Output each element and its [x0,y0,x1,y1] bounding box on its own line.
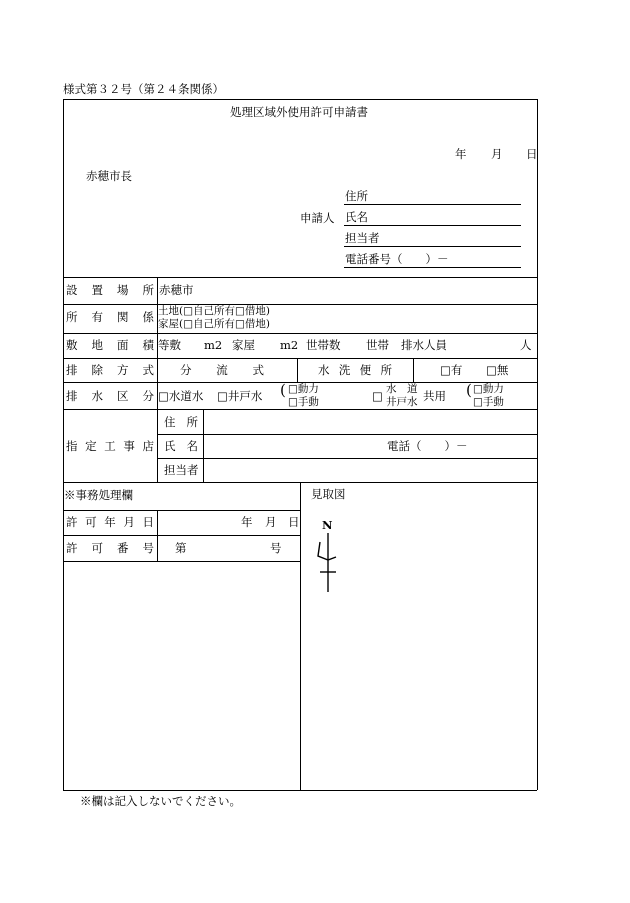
col-line [413,358,414,382]
contractor-phone-label: 電話（ ）－ [387,439,468,453]
contractor-label: 指 定 工 事 店 [66,439,154,453]
col-line [157,510,158,561]
site-area-text1: 等敷 [158,338,181,352]
brace-open-icon: ( [466,381,472,399]
location-label: 設 置 場 所 [66,283,154,297]
water-supply-shared-label: 水 道 [386,383,418,395]
applicant-name-label: 氏名 [345,210,368,224]
ownership-land[interactable]: 土地(□自己所有□借地) [158,305,271,317]
applicant-name-field[interactable] [344,225,521,226]
brace-open-icon: ( [280,381,286,399]
applicant-address-field[interactable] [344,204,521,205]
ownership-house[interactable]: 家屋(□自己所有□借地) [158,318,271,330]
document-title: 処理区域外使用許可申請書 [230,105,368,119]
shared-checkbox[interactable]: □ [372,389,383,403]
row-line [158,458,537,459]
row-line [63,561,300,562]
office-header: ※事務処理欄 [64,488,133,502]
applicant-address-label: 住所 [345,189,368,203]
footnote: ※欄は記入しないでください。 [80,794,241,808]
applicant-phone-field[interactable] [344,267,521,268]
addressee: 赤穂市長 [86,169,132,183]
permit-date-label: 許 可 年 月 日 [66,515,154,529]
well-water-shared-label: 井戸水 [386,396,418,408]
households-label: 世帯数 [306,338,341,352]
site-area-unit2: m2 [280,338,299,352]
frame-left [63,99,64,790]
row-line [63,409,537,410]
permit-date-month: 月 [265,515,277,529]
site-area-label: 敷 地 面 積 [66,338,154,352]
permit-date-year: 年 [241,515,253,529]
date-year[interactable]: 年 [455,147,467,161]
drainage-class-label: 排 水 区 分 [66,389,154,403]
row-line [63,510,300,511]
map-label: 見取図 [311,487,346,501]
drain-people-unit: 人 [520,338,532,352]
contractor-address-label: 住 所 [164,415,198,429]
north-label: N [322,518,333,532]
well-water-checkbox[interactable]: □井戸水 [217,389,263,403]
power-checkbox-1[interactable]: □動力 [288,383,319,395]
shared-label: 共用 [423,389,446,403]
manual-checkbox-1[interactable]: □手動 [288,396,319,408]
col-line [297,358,298,382]
row-line [63,535,300,536]
households-unit: 世帯 [366,338,389,352]
permit-number-suffix: 号 [270,541,282,555]
contractor-contact-label: 担当者 [164,463,199,477]
row-line [63,358,537,359]
date-month[interactable]: 月 [491,147,503,161]
permit-date-day: 日 [288,515,300,529]
water-supply-checkbox[interactable]: □水道水 [158,389,204,403]
date-day[interactable]: 日 [526,147,538,161]
applicant-contact-field[interactable] [344,246,521,247]
site-area-house: 家屋 [232,338,255,352]
row-line [63,333,537,334]
ownership-label: 所 有 関 係 [66,310,154,324]
flush-toilet-label: 水 洗 便 所 [318,363,392,377]
manual-checkbox-2[interactable]: □手動 [473,396,504,408]
site-area-unit1: m2 [204,338,223,352]
col-line [300,482,301,790]
flush-no-checkbox[interactable]: □無 [486,363,509,377]
permit-number-prefix: 第 [175,541,187,555]
drainage-method-value: 分 流 式 [180,363,264,377]
contractor-name-label: 氏 名 [164,439,198,453]
permit-number-label: 許 可 番 号 [66,541,154,555]
form-number: 様式第３２号（第２４条関係） [63,82,224,96]
drainage-method-label: 排 除 方 式 [66,363,154,377]
applicant-phone-label: 電話番号（ ）－ [345,252,449,266]
frame-bottom [63,790,537,791]
north-arrow-icon [312,530,342,594]
frame-top [63,99,537,100]
power-checkbox-2[interactable]: □動力 [473,383,504,395]
applicant-contact-label: 担当者 [345,231,380,245]
location-value[interactable]: 赤穂市 [159,283,194,297]
row-line [63,304,537,305]
row-line [63,277,537,278]
row-line [158,434,537,435]
applicant-label: 申請人 [300,211,335,225]
drain-people-label: 排水人員 [401,338,447,352]
col-line [203,409,204,482]
frame-right [537,99,538,790]
flush-yes-checkbox[interactable]: □有 [440,363,463,377]
